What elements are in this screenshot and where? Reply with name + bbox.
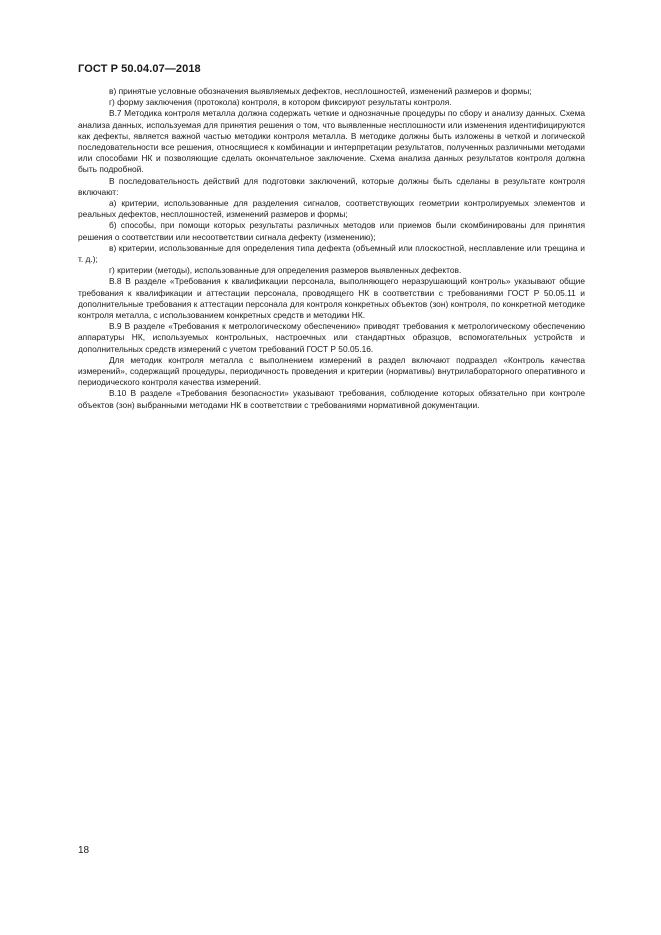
paragraph-b7: В.7 Методика контроля металла должна содержать четкие и однозначные процедуры по сбору и анализу данных. Схема анализа данных, используемая для принятия решения о том, что выявленные несплошности или изменения идентифицируются как дефекты, является важной частью методики контроля металла. В методике должны быть изложены в четкой и логической последовательности все решения, относящиеся к комбинации и интерпретации результатов, полученных различными методами или способами НК и позволяющие сделать окончательное заключение. Схема анализа данных результатов контроля должна быть подробной. xyxy=(78,108,585,175)
page-number: 18 xyxy=(78,845,90,856)
paragraph-criteria-a: а) критерии, использованные для разделения сигналов, соответствующих геометрии контролируемых элементов и реальных дефектов, несплошностей, изменений размеров и формы; xyxy=(78,198,585,220)
paragraph-b10: В.10 В разделе «Требования безопасности» указывают требования, соблюдение которых обязательно при контроле объектов (зон) выбранными методами НК в соответствии с требованиями нормативной документации. xyxy=(78,388,585,410)
paragraph-item-g: г) форму заключения (протокола) контроля, в котором фиксируют результаты контроля. xyxy=(109,97,452,108)
paragraph-b9: В.9 В разделе «Требования к метрологическому обеспечению» приводят требования к метрологическому обеспечению аппаратуры НК, используемых контрольных, настроечных или стандартных образцов, вспомогательных устройств и дополнительных средств измерений с учетом требований ГОСТ Р 50.05.16. xyxy=(78,321,585,354)
paragraph-b8: В.8 В разделе «Требования к квалификации персонала, выполняющего неразрушающий контроль» указывают общие требования к квалификации и аттестации персонала, проводящего НК в соответствии с требованиями ГОСТ Р 50.05.11 и дополнительные требования к аттестации персонала для контроля конкретных объектов (зон) контроля, по конкретной методике контроля металла, с использованием конкретных средств и методики НК. xyxy=(78,276,585,321)
paragraph-sequence-intro: В последовательность действий для подготовки заключений, которые должны быть сделаны в результате контроля включают: xyxy=(78,175,585,197)
paragraph-item-v: в) принятые условные обозначения выявляемых дефектов, несплошностей, изменений размеров и формы; xyxy=(109,86,532,96)
document-body xyxy=(78,86,585,411)
paragraph-methods-b: б) способы, при помощи которых результаты различных методов или приемов были скомбинированы для принятия решения о соответствии или несоответствии сигнала дефекту (изменению); xyxy=(78,220,585,242)
paragraph-measurement-quality: Для методик контроля металла с выполнением измерений в раздел включают подраздел «Контроль качества измерений», содержащий процедуры, периодичность проведения и критерии (нормативы) внутрилабораторного оперативного и периодического контроля качества измерений. xyxy=(78,354,585,388)
paragraph-criteria-v: в) критерии, использованные для определения типа дефекта (объемный или плоскостной, несплавление или трещина и т. д.); xyxy=(78,242,585,265)
document-code-header: ГОСТ Р 50.04.07—2018 xyxy=(78,63,201,75)
paragraph-criteria-g: г) критерии (методы), использованные для определения размеров выявленных дефектов. xyxy=(109,265,462,276)
